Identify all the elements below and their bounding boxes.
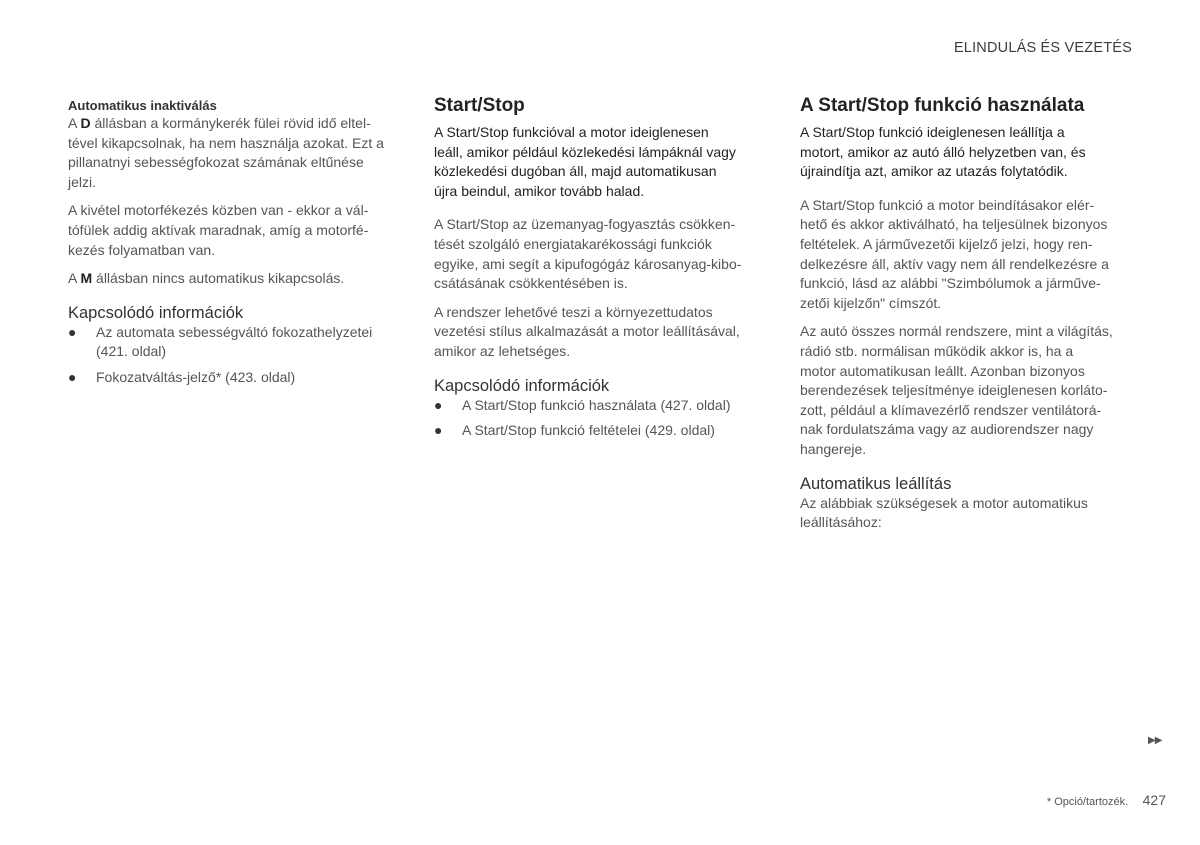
subheading-automatic-stop: Automatikus leállítás — [800, 474, 952, 493]
text-fragment: A — [68, 115, 81, 131]
paragraph-energy-saving: A Start/Stop az üzemanyag-fogyasztás csökken- tését szolgáló energiatakarékossági funkciók egyike, ami segít a kipufogógáz károsanyag-kibo- csátásának csökkentésében is. — [434, 216, 742, 292]
related-info-heading: Kapcsolódó információk — [434, 376, 610, 395]
bullet-icon: ● — [434, 422, 443, 439]
related-link-gear-positions[interactable] — [68, 323, 408, 362]
related-link-start-stop-usage[interactable] — [434, 396, 770, 416]
paragraph-d-position — [68, 114, 408, 192]
column-left — [68, 95, 408, 394]
page-number: 427 — [1142, 792, 1166, 808]
paragraph-normal-systems: Az autó összes normál rendszere, mint a világítás, rádió stb. normálisan működik akkor is, ha a motor automatikusan leállt. Azonban bizonyos berendezések teljesítménye ideiglenesen korláto- zott, például a klímavezérlő rendszer ventilátorá- nak fordulatszáma vagy az audiorendszer nagy hangereje. — [800, 323, 1113, 457]
bullet-icon: ● — [68, 368, 77, 385]
related-info-list — [434, 396, 770, 441]
text-fragment: állásban a kormánykerék fülei rövid idő eltel- tével kikapcsolnak, ha nem használja azokat. Ezt a pillanatnyi sebességfokozat számának eltűnése jelzi. — [68, 115, 384, 190]
page-header-title: ELINDULÁS ÉS VEZETÉS — [953, 40, 1132, 56]
lead-paragraph: A Start/Stop funkcióval a motor ideiglenesen leáll, amikor például közlekedési lámpáknál vagy közlekedési dugóban áll, majd automatikusan újra beindul, amikor tovább halad. — [434, 124, 736, 199]
column-right — [800, 95, 1136, 542]
list-item-text: A Start/Stop funkció feltételei (429. oldal) — [462, 422, 715, 439]
related-link-gear-indicator[interactable] — [68, 368, 408, 388]
paragraph-stop-requirements: Az alábbiak szükségesek a motor automatikus leállításához: — [800, 494, 1088, 531]
paragraph-eco-driving: A rendszer lehetővé teszi a környezettudatos vezetési stílus alkalmazását a motor leállításával, amikor az lehetséges. — [434, 303, 740, 359]
footnote-optional-accessory: * Opció/tartozék. — [1046, 796, 1129, 808]
bold-gear-d: D — [80, 115, 91, 131]
paragraph-engine-braking: A kivétel motorfékezés közben van - ekkor a vál- tófülek addig aktívak maradnak, amíg a motorfé- kezés folyamatban van. — [68, 202, 369, 258]
section-title-start-stop: Start/Stop — [434, 95, 525, 116]
section-title-start-stop-usage: A Start/Stop funkció használata — [800, 95, 1085, 116]
page-footer — [1047, 792, 1166, 810]
text-fragment: A — [68, 270, 81, 287]
related-link-start-stop-conditions[interactable] — [434, 421, 770, 441]
bullet-icon: ● — [68, 323, 77, 340]
list-item-text: Fokozatváltás-jelző* (423. oldal) — [96, 368, 296, 385]
section-heading-automatic-deactivation: Automatikus inaktiválás — [68, 98, 217, 113]
lead-paragraph: A Start/Stop funkció ideiglenesen leállítja a motort, amikor az autó álló helyzetben van, és újraindítja azt, amikor az utazás folytatódik. — [800, 124, 1086, 180]
bullet-icon: ● — [434, 396, 443, 413]
next-page-arrows-icon[interactable]: ▶▶ — [1148, 735, 1162, 746]
bold-gear-m: M — [80, 270, 93, 287]
related-info-list — [68, 323, 408, 388]
paragraph-m-position — [68, 269, 408, 289]
column-middle — [434, 95, 770, 447]
related-info-heading: Kapcsolódó információk — [68, 303, 244, 322]
list-item-text: Az automata sebességváltó fokozathelyzetei (421. oldal) — [96, 323, 373, 360]
text-fragment: állásban nincs automatikus kikapcsolás. — [92, 270, 345, 287]
list-item-text: A Start/Stop funkció használata (427. oldal) — [462, 396, 731, 413]
paragraph-availability: A Start/Stop funkció a motor beindításakor elér- hető és akkor aktiválható, ha teljesülnek bizonyos feltételek. A járművezetői kijelző jelzi, hogy ren- delkezésre áll, aktív vagy nem áll rendelkezésre a funkció, lásd az alábbi "Szimbólumok a járműve- zetői kijelzőn" címszót. — [800, 196, 1109, 311]
